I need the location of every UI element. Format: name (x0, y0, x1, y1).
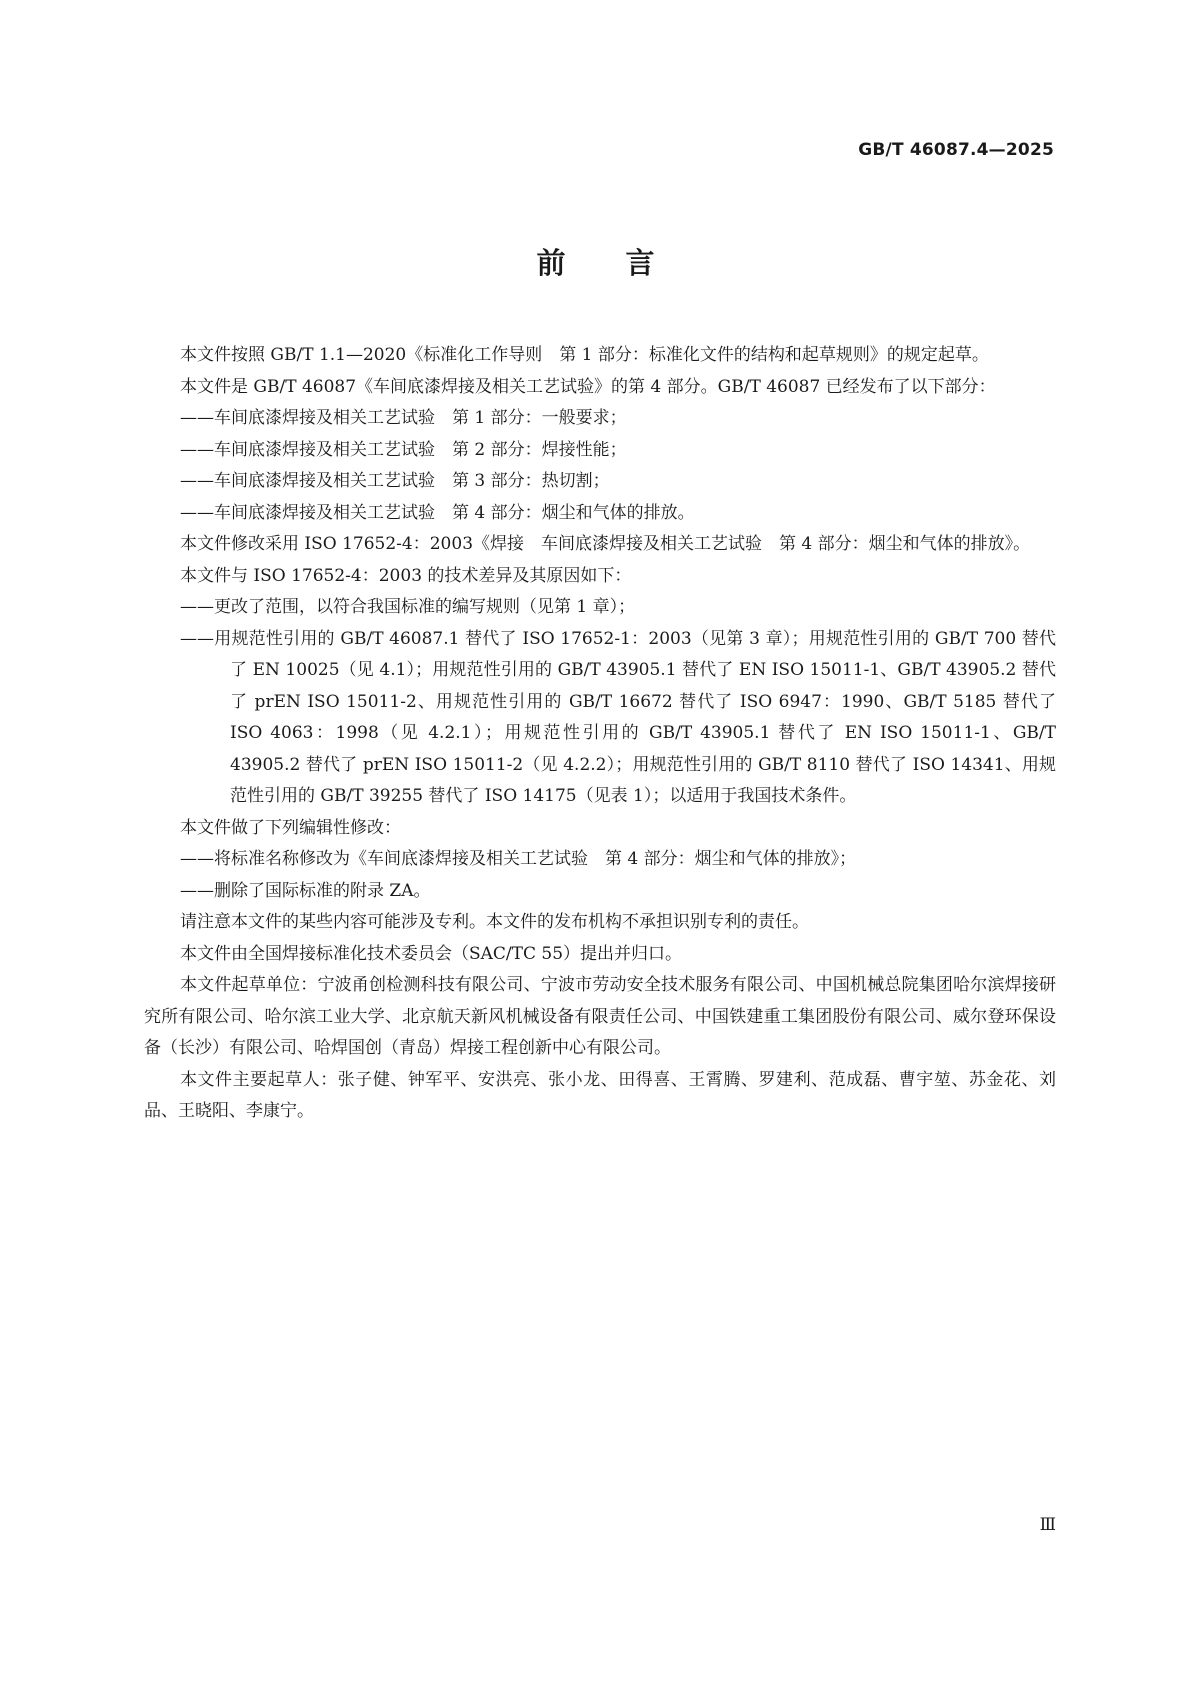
page-title-char-2: 言 (625, 246, 655, 280)
preface-body (144, 340, 1056, 1128)
paragraph-technical-differences: 本文件与 ISO 17652-4：2003 的技术差异及其原因如下： (180, 565, 632, 586)
list-item-part: ——车间底漆焊接及相关工艺试验 第 4 部分：烟尘和气体的排放。 (180, 502, 695, 523)
list-item-part: ——车间底漆焊接及相关工艺试验 第 3 部分：热切割； (180, 471, 610, 491)
standard-code: GB/T 46087.4—2025 (858, 140, 1054, 160)
paragraph-committee: 本文件由全国焊接标准化技术委员会（SAC/TC 55）提出并归口。 (180, 943, 683, 964)
list-item-editorial: ——删除了国际标准的附录 ZA。 (180, 880, 431, 901)
page-title (0, 241, 1191, 282)
paragraph-drafting-units: 本文件起草单位：宁波甬创检测科技有限公司、宁波市劳动安全技术服务有限公司、中国机械总院集团哈尔滨焊接研究所有限公司、哈尔滨工业大学、北京航天新风机械设备有限责任公司、中国铁建重工集团股份有限公司、威尔登环保设备（长沙）有限公司、哈焊国创（青岛）焊接工程创新中心有限公司。 (144, 975, 1056, 1058)
list-item-editorial: ——将标准名称修改为《车间底漆焊接及相关工艺试验 第 4 部分：烟尘和气体的排放》； (180, 849, 857, 869)
list-item-part: ——车间底漆焊接及相关工艺试验 第 1 部分：一般要求； (180, 408, 627, 428)
paragraph-patent-notice: 请注意本文件的某些内容可能涉及专利。本文件的发布机构不承担识别专利的责任。 (180, 912, 809, 932)
list-item-part: ——车间底漆焊接及相关工艺试验 第 2 部分：焊接性能； (180, 439, 627, 460)
page-number: Ⅲ (1039, 1515, 1056, 1535)
paragraph-drafting-rules: 本文件按照 GB/T 1.1—2020《标准化工作导则 第 1 部分：标准化文件的结构和起草规则》的规定起草。 (180, 345, 989, 365)
list-item-difference: ——用规范性引用的 GB/T 46087.1 替代了 ISO 17652-1：2003（见第 3 章）；用规范性引用的 GB/T 700 替代了 EN 10025（见 4.1）；用规范性引用的 GB/T 43905.1 替代了 EN ISO 15011-1、GB/T 43905.2 替代了 prEN ISO 15011-2、用规范性引用的 GB/T 16672 替代了 ISO 6947：1990、GB/T 5185 替代了 ISO 4063：1998（见 4.2.1）；用规范性引用的 GB/T 43905.1 替代了 EN ISO 15011-1、GB/T 43905.2 替代了 prEN ISO 15011-2（见 4.2.2）；用规范性引用的 GB/T 8110 替代了 ISO 14341、用规范性引用的 GB/T 39255 替代了 ISO 14175（见表 1）；以适用于我国技术条件。 (180, 628, 1056, 806)
list-item-difference: ——更改了范围，以符合我国标准的编写规则（见第 1 章）； (180, 597, 636, 617)
page-title-char-1: 前 (536, 246, 566, 280)
paragraph-adoption: 本文件修改采用 ISO 17652-4：2003《焊接 车间底漆焊接及相关工艺试验 第 4 部分：烟尘和气体的排放》。 (180, 534, 1031, 554)
paragraph-editorial-changes: 本文件做了下列编辑性修改： (180, 817, 401, 838)
paragraph-drafters: 本文件主要起草人：张子健、钟军平、安洪亮、张小龙、田得喜、王霄腾、罗建利、范成磊、曹宇堃、苏金花、刘品、王晓阳、李康宁。 (144, 1069, 1056, 1121)
paragraph-series-intro: 本文件是 GB/T 46087《车间底漆焊接及相关工艺试验》的第 4 部分。GB/T 46087 已经发布了以下部分： (180, 376, 996, 397)
